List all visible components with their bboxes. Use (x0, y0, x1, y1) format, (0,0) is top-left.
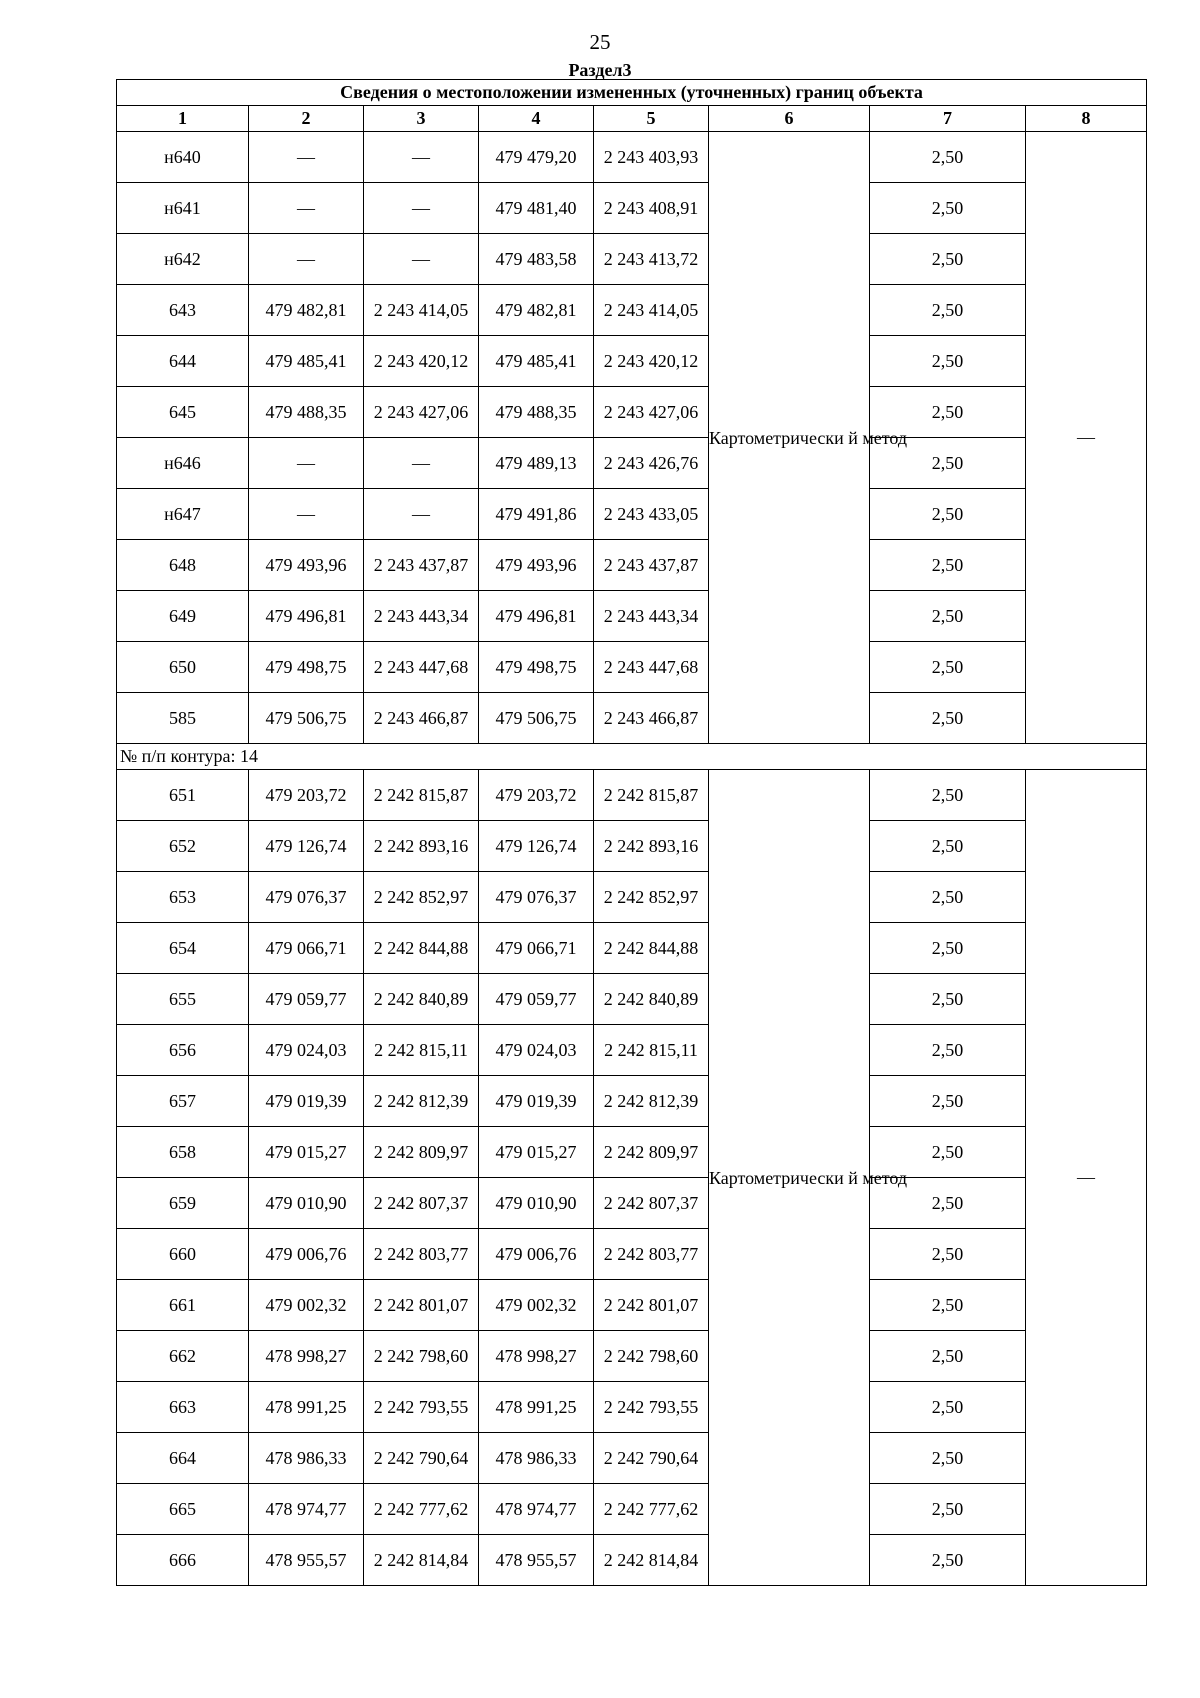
table-cell: — (364, 132, 479, 183)
column-header: 4 (479, 106, 594, 132)
table-row (117, 591, 1147, 642)
table-cell: н646 (117, 438, 249, 489)
table-cell: 479 002,32 (479, 1280, 594, 1331)
table-row (117, 1535, 1147, 1586)
table-cell: 478 998,27 (479, 1331, 594, 1382)
table-cell: 665 (117, 1484, 249, 1535)
table-cell: 478 955,57 (479, 1535, 594, 1586)
table-cell: 479 483,58 (479, 234, 594, 285)
table-cell: 479 203,72 (249, 770, 364, 821)
table-cell: 479 066,71 (249, 923, 364, 974)
table-cell: 2,50 (870, 285, 1026, 336)
table-cell: 649 (117, 591, 249, 642)
table-cell: 2,50 (870, 642, 1026, 693)
table-row (117, 183, 1147, 234)
table-cell: 651 (117, 770, 249, 821)
table-cell: 478 986,33 (479, 1433, 594, 1484)
table-row (117, 234, 1147, 285)
table-cell: 2 242 844,88 (594, 923, 709, 974)
table-cell: 479 015,27 (249, 1127, 364, 1178)
table-cell: 479 481,40 (479, 183, 594, 234)
table-cell: 479 493,96 (249, 540, 364, 591)
table-cell: — (364, 183, 479, 234)
table-cell: 2,50 (870, 489, 1026, 540)
table-cell: — (364, 438, 479, 489)
table-cell: 585 (117, 693, 249, 744)
table-cell: 479 482,81 (249, 285, 364, 336)
table-cell: 479 498,75 (249, 642, 364, 693)
table-cell: 479 493,96 (479, 540, 594, 591)
table-cell: 2,50 (870, 1433, 1026, 1484)
table-row (117, 821, 1147, 872)
table-cell: 479 059,77 (479, 974, 594, 1025)
table-cell: 2,50 (870, 336, 1026, 387)
table-cell: 479 010,90 (479, 1178, 594, 1229)
table-row (117, 1280, 1147, 1331)
table-cell: 663 (117, 1382, 249, 1433)
column-header: 2 (249, 106, 364, 132)
table-cell: 2 243 447,68 (364, 642, 479, 693)
table-cell: 2 242 815,87 (364, 770, 479, 821)
table-cell: — (249, 132, 364, 183)
table-cell: 479 010,90 (249, 1178, 364, 1229)
table-cell: 2 242 793,55 (364, 1382, 479, 1433)
table-cell: 648 (117, 540, 249, 591)
table-cell: 479 059,77 (249, 974, 364, 1025)
table-cell: 2,50 (870, 1280, 1026, 1331)
table-cell: 479 066,71 (479, 923, 594, 974)
table-cell: 2 242 852,97 (594, 872, 709, 923)
table-cell: 643 (117, 285, 249, 336)
table-cell: 655 (117, 974, 249, 1025)
table-cell: 664 (117, 1433, 249, 1484)
table-cell: 2 242 809,97 (364, 1127, 479, 1178)
table-cell: 479 498,75 (479, 642, 594, 693)
table-row (117, 285, 1147, 336)
table-cell: 650 (117, 642, 249, 693)
table-cell: 479 496,81 (249, 591, 364, 642)
table-row (117, 1433, 1147, 1484)
table-row (117, 1484, 1147, 1535)
table-row (117, 1127, 1147, 1178)
column-header: 8 (1026, 106, 1147, 132)
table-row (117, 438, 1147, 489)
table-cell: 2 242 812,39 (594, 1076, 709, 1127)
table-cell: н640 (117, 132, 249, 183)
table-cell: — (364, 234, 479, 285)
table-cell: 2 242 815,87 (594, 770, 709, 821)
table-cell: 2,50 (870, 132, 1026, 183)
table-cell: 2 243 408,91 (594, 183, 709, 234)
table-cell: 2 243 414,05 (594, 285, 709, 336)
table-cell: 479 506,75 (479, 693, 594, 744)
table-cell: 478 991,25 (479, 1382, 594, 1433)
table-cell: 478 974,77 (479, 1484, 594, 1535)
table-cell: 478 998,27 (249, 1331, 364, 1382)
table-cell: 2,50 (870, 540, 1026, 591)
table-caption: Сведения о местоположении измененных (уточненных) границ объекта (117, 80, 1147, 106)
table-row (117, 923, 1147, 974)
table-cell: 479 076,37 (249, 872, 364, 923)
table-cell: 2 243 427,06 (594, 387, 709, 438)
table-row (117, 1382, 1147, 1433)
table-cell: 479 203,72 (479, 770, 594, 821)
table-cell: 479 024,03 (479, 1025, 594, 1076)
table-cell: 2 242 798,60 (364, 1331, 479, 1382)
table-cell: — (249, 183, 364, 234)
table-cell: 2 243 413,72 (594, 234, 709, 285)
table-cell: 479 482,81 (479, 285, 594, 336)
table-cell: 2 243 420,12 (594, 336, 709, 387)
table-cell: 479 488,35 (249, 387, 364, 438)
table-cell: 660 (117, 1229, 249, 1280)
table-cell: 479 506,75 (249, 693, 364, 744)
table-cell: 2 242 807,37 (594, 1178, 709, 1229)
table-cell: 479 006,76 (249, 1229, 364, 1280)
table-cell: 479 002,32 (249, 1280, 364, 1331)
table-cell: 479 006,76 (479, 1229, 594, 1280)
table-cell: 479 485,41 (249, 336, 364, 387)
table-cell: 2 243 437,87 (364, 540, 479, 591)
table-cell: 2 243 420,12 (364, 336, 479, 387)
table-cell: 478 955,57 (249, 1535, 364, 1586)
table-cell: 2,50 (870, 438, 1026, 489)
table-cell: 2 242 852,97 (364, 872, 479, 923)
section-title: Раздел3 (568, 60, 632, 80)
column8-cell: — (1026, 132, 1147, 744)
table-cell: 2 242 793,55 (594, 1382, 709, 1433)
table-cell: 479 488,35 (479, 387, 594, 438)
table-cell: 479 485,41 (479, 336, 594, 387)
table-cell: 2 242 803,77 (594, 1229, 709, 1280)
table-cell: 644 (117, 336, 249, 387)
table-cell: 2 242 893,16 (594, 821, 709, 872)
table-cell: 2 242 790,64 (594, 1433, 709, 1484)
table-cell: 2 242 777,62 (594, 1484, 709, 1535)
table-cell: 2 242 798,60 (594, 1331, 709, 1382)
table-cell: 2,50 (870, 1076, 1026, 1127)
column-header: 7 (870, 106, 1026, 132)
table-cell: 2 243 437,87 (594, 540, 709, 591)
table-cell: 2,50 (870, 1382, 1026, 1433)
table-cell: 666 (117, 1535, 249, 1586)
table-row (117, 132, 1147, 183)
column-header: 5 (594, 106, 709, 132)
table-cell: 479 479,20 (479, 132, 594, 183)
table-row (117, 1025, 1147, 1076)
table-cell: 653 (117, 872, 249, 923)
table-cell: 2,50 (870, 1025, 1026, 1076)
table-cell: 2 242 815,11 (594, 1025, 709, 1076)
table-row (117, 642, 1147, 693)
table-cell: 2 242 790,64 (364, 1433, 479, 1484)
table-cell: 2 242 815,11 (364, 1025, 479, 1076)
table-cell: 479 491,86 (479, 489, 594, 540)
column-header: 1 (117, 106, 249, 132)
table-cell: 2,50 (870, 770, 1026, 821)
table-row (117, 1229, 1147, 1280)
column8-cell: — (1026, 770, 1147, 1586)
table-cell: 657 (117, 1076, 249, 1127)
table-cell: 2,50 (870, 1127, 1026, 1178)
table-row (117, 872, 1147, 923)
table-cell: 2 242 893,16 (364, 821, 479, 872)
column-header: 6 (709, 106, 870, 132)
table-cell: 2 242 812,39 (364, 1076, 479, 1127)
table-row (117, 1178, 1147, 1229)
table-cell: — (364, 489, 479, 540)
table-cell: 2 243 443,34 (594, 591, 709, 642)
page-number: 25 (589, 30, 611, 54)
contour-label: № п/п контура: 14 (117, 744, 1147, 770)
table-cell: 2 242 807,37 (364, 1178, 479, 1229)
table-row (117, 387, 1147, 438)
table-cell: 2 243 443,34 (364, 591, 479, 642)
table-cell: 645 (117, 387, 249, 438)
boundary-table (116, 79, 1147, 1586)
table-cell: 2 243 466,87 (364, 693, 479, 744)
table-cell: 659 (117, 1178, 249, 1229)
table-cell: 2 242 801,07 (594, 1280, 709, 1331)
table-cell: 2,50 (870, 1229, 1026, 1280)
table-cell: 2 243 433,05 (594, 489, 709, 540)
table-cell: 2,50 (870, 1484, 1026, 1535)
column-header: 3 (364, 106, 479, 132)
table-row (117, 974, 1147, 1025)
table-cell: 2 243 466,87 (594, 693, 709, 744)
table-cell: 2,50 (870, 693, 1026, 744)
table-cell: 479 024,03 (249, 1025, 364, 1076)
table-cell: 2,50 (870, 872, 1026, 923)
table-cell: 2 243 447,68 (594, 642, 709, 693)
table-cell: 2 242 814,84 (364, 1535, 479, 1586)
table-cell: — (249, 438, 364, 489)
table-row (117, 770, 1147, 821)
table-cell: 2,50 (870, 1331, 1026, 1382)
table-cell: 656 (117, 1025, 249, 1076)
table-cell: 662 (117, 1331, 249, 1382)
table-cell: 2 242 777,62 (364, 1484, 479, 1535)
table-cell: 2,50 (870, 821, 1026, 872)
table-cell: 479 076,37 (479, 872, 594, 923)
table-row (117, 1076, 1147, 1127)
table-cell: 478 986,33 (249, 1433, 364, 1484)
table-cell: 2,50 (870, 591, 1026, 642)
method-cell: Картометрически й метод (709, 770, 870, 1586)
table-cell: — (249, 489, 364, 540)
method-cell: Картометрически й метод (709, 132, 870, 744)
table-cell: 2 242 814,84 (594, 1535, 709, 1586)
table-row (117, 336, 1147, 387)
table-row (117, 1331, 1147, 1382)
table-cell: 479 126,74 (479, 821, 594, 872)
table-cell: 2,50 (870, 1535, 1026, 1586)
table-cell: н641 (117, 183, 249, 234)
table-cell: 478 991,25 (249, 1382, 364, 1433)
table-row (117, 489, 1147, 540)
table-cell: н642 (117, 234, 249, 285)
table-cell: 654 (117, 923, 249, 974)
table-cell: 658 (117, 1127, 249, 1178)
table-cell: 2 243 414,05 (364, 285, 479, 336)
table-cell: 2,50 (870, 923, 1026, 974)
table-cell: 479 496,81 (479, 591, 594, 642)
table-cell: 2 242 803,77 (364, 1229, 479, 1280)
table-row (117, 693, 1147, 744)
table-cell: — (249, 234, 364, 285)
table-row (117, 540, 1147, 591)
table-cell: 479 126,74 (249, 821, 364, 872)
table-cell: 652 (117, 821, 249, 872)
table-cell: 2 242 809,97 (594, 1127, 709, 1178)
table-cell: 479 015,27 (479, 1127, 594, 1178)
table-cell: 2,50 (870, 974, 1026, 1025)
table-cell: 2,50 (870, 234, 1026, 285)
table-cell: 2,50 (870, 1178, 1026, 1229)
table-cell: 478 974,77 (249, 1484, 364, 1535)
table-cell: н647 (117, 489, 249, 540)
table-cell: 479 489,13 (479, 438, 594, 489)
table-cell: 2 243 426,76 (594, 438, 709, 489)
table-cell: 479 019,39 (479, 1076, 594, 1127)
table-cell: 2 242 844,88 (364, 923, 479, 974)
table-cell: 2 243 427,06 (364, 387, 479, 438)
table-cell: 2,50 (870, 183, 1026, 234)
table-cell: 2,50 (870, 387, 1026, 438)
table-cell: 661 (117, 1280, 249, 1331)
table-cell: 2 243 403,93 (594, 132, 709, 183)
table-cell: 2 242 840,89 (364, 974, 479, 1025)
table-cell: 2 242 840,89 (594, 974, 709, 1025)
table-cell: 2 242 801,07 (364, 1280, 479, 1331)
table-cell: 479 019,39 (249, 1076, 364, 1127)
